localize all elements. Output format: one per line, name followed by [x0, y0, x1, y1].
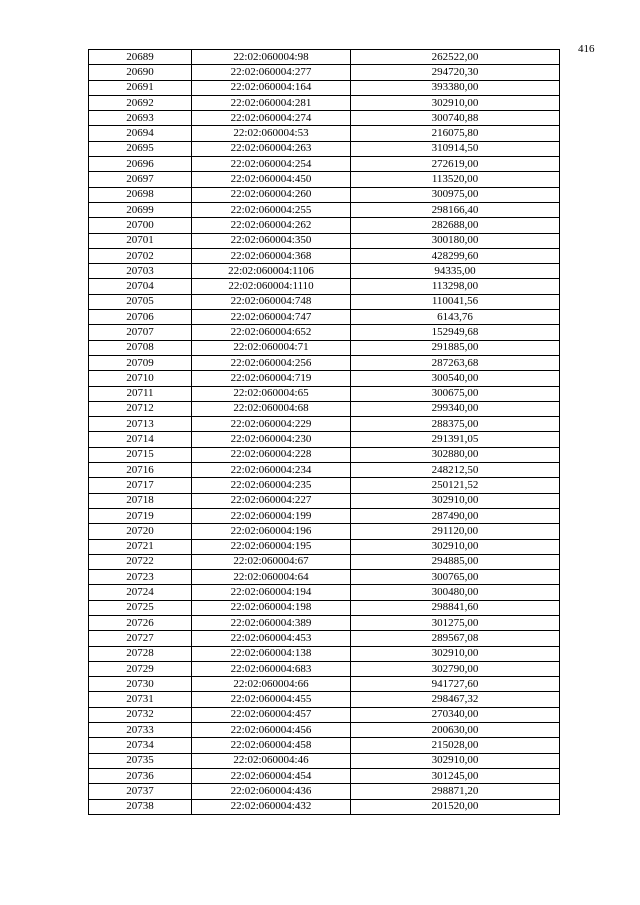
table-row — [89, 738, 560, 753]
value-cell: 215028,00 — [351, 738, 560, 753]
cadastral-number-cell: 22:02:060004:719 — [192, 371, 351, 386]
row-number-cell: 20695 — [89, 141, 192, 156]
row-number-cell: 20716 — [89, 463, 192, 478]
value-cell: 282688,00 — [351, 218, 560, 233]
table-body — [89, 50, 560, 815]
table-row — [89, 355, 560, 370]
cadastral-number-cell: 22:02:060004:229 — [192, 417, 351, 432]
cadastral-number-cell: 22:02:060004:436 — [192, 784, 351, 799]
value-cell: 152949,68 — [351, 325, 560, 340]
value-cell: 291120,00 — [351, 524, 560, 539]
row-number-cell: 20700 — [89, 218, 192, 233]
row-number-cell: 20709 — [89, 355, 192, 370]
row-number-cell: 20693 — [89, 111, 192, 126]
value-cell: 216075,80 — [351, 126, 560, 141]
cadastral-number-cell: 22:02:060004:453 — [192, 631, 351, 646]
table-row — [89, 570, 560, 585]
cadastral-number-cell: 22:02:060004:68 — [192, 401, 351, 416]
row-number-cell: 20736 — [89, 768, 192, 783]
table-row — [89, 600, 560, 615]
cadastral-number-cell: 22:02:060004:368 — [192, 248, 351, 263]
cadastral-number-cell: 22:02:060004:164 — [192, 80, 351, 95]
cadastral-number-cell: 22:02:060004:254 — [192, 157, 351, 172]
cadastral-number-cell: 22:02:060004:457 — [192, 707, 351, 722]
table-row — [89, 723, 560, 738]
row-number-cell: 20703 — [89, 264, 192, 279]
row-number-cell: 20729 — [89, 661, 192, 676]
value-cell: 393380,00 — [351, 80, 560, 95]
table-row — [89, 386, 560, 401]
table-row — [89, 677, 560, 692]
cadastral-number-cell: 22:02:060004:234 — [192, 463, 351, 478]
value-cell: 302910,00 — [351, 539, 560, 554]
value-cell: 428299,60 — [351, 248, 560, 263]
value-cell: 300765,00 — [351, 570, 560, 585]
table-row — [89, 432, 560, 447]
cadastral-number-cell: 22:02:060004:196 — [192, 524, 351, 539]
row-number-cell: 20702 — [89, 248, 192, 263]
row-number-cell: 20719 — [89, 508, 192, 523]
table-row — [89, 631, 560, 646]
table-row — [89, 279, 560, 294]
table-row — [89, 447, 560, 462]
row-number-cell: 20696 — [89, 157, 192, 172]
value-cell: 300675,00 — [351, 386, 560, 401]
value-cell: 300740,88 — [351, 111, 560, 126]
row-number-cell: 20706 — [89, 310, 192, 325]
row-number-cell: 20711 — [89, 386, 192, 401]
value-cell: 300180,00 — [351, 233, 560, 248]
cadastral-number-cell: 22:02:060004:255 — [192, 202, 351, 217]
table-row — [89, 478, 560, 493]
row-number-cell: 20734 — [89, 738, 192, 753]
table-row — [89, 661, 560, 676]
row-number-cell: 20732 — [89, 707, 192, 722]
value-cell: 294885,00 — [351, 554, 560, 569]
cadastral-number-cell: 22:02:060004:389 — [192, 615, 351, 630]
table-row — [89, 310, 560, 325]
value-cell: 301245,00 — [351, 768, 560, 783]
row-number-cell: 20723 — [89, 570, 192, 585]
cadastral-number-cell: 22:02:060004:277 — [192, 65, 351, 80]
row-number-cell: 20724 — [89, 585, 192, 600]
row-number-cell: 20713 — [89, 417, 192, 432]
cadastral-number-cell: 22:02:060004:98 — [192, 50, 351, 65]
row-number-cell: 20733 — [89, 723, 192, 738]
value-cell: 287490,00 — [351, 508, 560, 523]
row-number-cell: 20738 — [89, 799, 192, 814]
row-number-cell: 20727 — [89, 631, 192, 646]
value-cell: 291391,05 — [351, 432, 560, 447]
row-number-cell: 20704 — [89, 279, 192, 294]
table-row — [89, 753, 560, 768]
cadastral-number-cell: 22:02:060004:652 — [192, 325, 351, 340]
value-cell: 287263,68 — [351, 355, 560, 370]
value-cell: 300975,00 — [351, 187, 560, 202]
table-row — [89, 126, 560, 141]
value-cell: 302910,00 — [351, 95, 560, 110]
row-number-cell: 20712 — [89, 401, 192, 416]
value-cell: 270340,00 — [351, 707, 560, 722]
table-row — [89, 539, 560, 554]
table-row — [89, 111, 560, 126]
cadastral-number-cell: 22:02:060004:67 — [192, 554, 351, 569]
cadastral-number-cell: 22:02:060004:198 — [192, 600, 351, 615]
page-number: 416 — [578, 43, 595, 55]
row-number-cell: 20689 — [89, 50, 192, 65]
value-cell: 302790,00 — [351, 661, 560, 676]
cadastral-number-cell: 22:02:060004:230 — [192, 432, 351, 447]
row-number-cell: 20725 — [89, 600, 192, 615]
cadastral-number-cell: 22:02:060004:281 — [192, 95, 351, 110]
row-number-cell: 20710 — [89, 371, 192, 386]
row-number-cell: 20694 — [89, 126, 192, 141]
table-row — [89, 233, 560, 248]
table-row — [89, 401, 560, 416]
table-row — [89, 508, 560, 523]
table-row — [89, 50, 560, 65]
table-row — [89, 202, 560, 217]
table-row — [89, 784, 560, 799]
value-cell: 94335,00 — [351, 264, 560, 279]
row-number-cell: 20697 — [89, 172, 192, 187]
cadastral-number-cell: 22:02:060004:454 — [192, 768, 351, 783]
row-number-cell: 20735 — [89, 753, 192, 768]
cadastral-number-cell: 22:02:060004:46 — [192, 753, 351, 768]
table-row — [89, 799, 560, 814]
table-row — [89, 294, 560, 309]
row-number-cell: 20705 — [89, 294, 192, 309]
table-row — [89, 493, 560, 508]
row-number-cell: 20730 — [89, 677, 192, 692]
row-number-cell: 20708 — [89, 340, 192, 355]
table-row — [89, 65, 560, 80]
value-cell: 302910,00 — [351, 646, 560, 661]
cadastral-number-cell: 22:02:060004:455 — [192, 692, 351, 707]
table-row — [89, 768, 560, 783]
table-row — [89, 218, 560, 233]
value-cell: 302910,00 — [351, 753, 560, 768]
row-number-cell: 20698 — [89, 187, 192, 202]
row-number-cell: 20715 — [89, 447, 192, 462]
table-row — [89, 325, 560, 340]
table-row — [89, 463, 560, 478]
cadastral-number-cell: 22:02:060004:138 — [192, 646, 351, 661]
row-number-cell: 20722 — [89, 554, 192, 569]
row-number-cell: 20714 — [89, 432, 192, 447]
table-row — [89, 95, 560, 110]
row-number-cell: 20720 — [89, 524, 192, 539]
cadastral-number-cell: 22:02:060004:263 — [192, 141, 351, 156]
value-cell: 310914,50 — [351, 141, 560, 156]
value-cell: 299340,00 — [351, 401, 560, 416]
cadastral-number-cell: 22:02:060004:683 — [192, 661, 351, 676]
cadastral-number-cell: 22:02:060004:199 — [192, 508, 351, 523]
value-cell: 291885,00 — [351, 340, 560, 355]
cadastral-number-cell: 22:02:060004:260 — [192, 187, 351, 202]
table-row — [89, 524, 560, 539]
value-cell: 298166,40 — [351, 202, 560, 217]
row-number-cell: 20707 — [89, 325, 192, 340]
cadastral-number-cell: 22:02:060004:228 — [192, 447, 351, 462]
table-row — [89, 187, 560, 202]
cadastral-number-cell: 22:02:060004:194 — [192, 585, 351, 600]
row-number-cell: 20728 — [89, 646, 192, 661]
cadastral-number-cell: 22:02:060004:274 — [192, 111, 351, 126]
value-cell: 289567,08 — [351, 631, 560, 646]
row-number-cell: 20731 — [89, 692, 192, 707]
cadastral-number-cell: 22:02:060004:71 — [192, 340, 351, 355]
cadastral-value-table — [88, 49, 560, 815]
value-cell: 110041,56 — [351, 294, 560, 309]
cadastral-number-cell: 22:02:060004:450 — [192, 172, 351, 187]
value-cell: 262522,00 — [351, 50, 560, 65]
row-number-cell: 20701 — [89, 233, 192, 248]
cadastral-number-cell: 22:02:060004:458 — [192, 738, 351, 753]
table-row — [89, 615, 560, 630]
cadastral-number-cell: 22:02:060004:1106 — [192, 264, 351, 279]
cadastral-number-cell: 22:02:060004:432 — [192, 799, 351, 814]
cadastral-number-cell: 22:02:060004:53 — [192, 126, 351, 141]
table-row — [89, 264, 560, 279]
row-number-cell: 20726 — [89, 615, 192, 630]
value-cell: 302910,00 — [351, 493, 560, 508]
value-cell: 300480,00 — [351, 585, 560, 600]
value-cell: 294720,30 — [351, 65, 560, 80]
table-row — [89, 692, 560, 707]
row-number-cell: 20691 — [89, 80, 192, 95]
value-cell: 298467,32 — [351, 692, 560, 707]
value-cell: 250121,52 — [351, 478, 560, 493]
table-row — [89, 707, 560, 722]
cadastral-number-cell: 22:02:060004:256 — [192, 355, 351, 370]
cadastral-number-cell: 22:02:060004:748 — [192, 294, 351, 309]
table-row — [89, 80, 560, 95]
cadastral-number-cell: 22:02:060004:1110 — [192, 279, 351, 294]
cadastral-number-cell: 22:02:060004:195 — [192, 539, 351, 554]
value-cell: 298841,60 — [351, 600, 560, 615]
table-row — [89, 585, 560, 600]
value-cell: 288375,00 — [351, 417, 560, 432]
value-cell: 113520,00 — [351, 172, 560, 187]
cadastral-number-cell: 22:02:060004:66 — [192, 677, 351, 692]
value-cell: 113298,00 — [351, 279, 560, 294]
value-cell: 201520,00 — [351, 799, 560, 814]
cadastral-number-cell: 22:02:060004:235 — [192, 478, 351, 493]
value-cell: 248212,50 — [351, 463, 560, 478]
row-number-cell: 20690 — [89, 65, 192, 80]
row-number-cell: 20699 — [89, 202, 192, 217]
cadastral-number-cell: 22:02:060004:747 — [192, 310, 351, 325]
row-number-cell: 20721 — [89, 539, 192, 554]
value-cell: 6143,76 — [351, 310, 560, 325]
table-row — [89, 371, 560, 386]
value-cell: 302880,00 — [351, 447, 560, 462]
value-cell: 300540,00 — [351, 371, 560, 386]
table-row — [89, 554, 560, 569]
table-row — [89, 157, 560, 172]
cadastral-number-cell: 22:02:060004:65 — [192, 386, 351, 401]
value-cell: 301275,00 — [351, 615, 560, 630]
row-number-cell: 20718 — [89, 493, 192, 508]
cadastral-number-cell: 22:02:060004:64 — [192, 570, 351, 585]
cadastral-number-cell: 22:02:060004:262 — [192, 218, 351, 233]
table-row — [89, 172, 560, 187]
row-number-cell: 20692 — [89, 95, 192, 110]
table-row — [89, 248, 560, 263]
row-number-cell: 20737 — [89, 784, 192, 799]
table-row — [89, 417, 560, 432]
value-cell: 200630,00 — [351, 723, 560, 738]
cadastral-number-cell: 22:02:060004:350 — [192, 233, 351, 248]
value-cell: 941727,60 — [351, 677, 560, 692]
value-cell: 298871,20 — [351, 784, 560, 799]
cadastral-number-cell: 22:02:060004:456 — [192, 723, 351, 738]
value-cell: 272619,00 — [351, 157, 560, 172]
row-number-cell: 20717 — [89, 478, 192, 493]
cadastral-number-cell: 22:02:060004:227 — [192, 493, 351, 508]
table-row — [89, 340, 560, 355]
table-row — [89, 141, 560, 156]
table-row — [89, 646, 560, 661]
